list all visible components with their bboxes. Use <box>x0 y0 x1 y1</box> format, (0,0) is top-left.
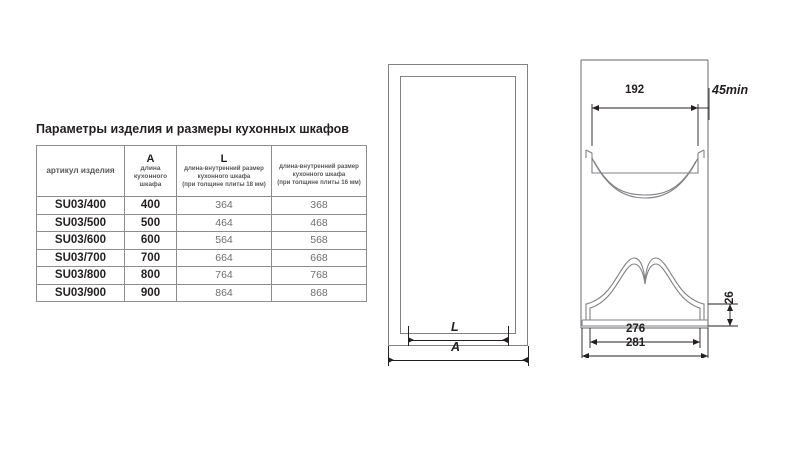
table-row <box>37 197 367 215</box>
dimension-label-l: L <box>451 320 459 334</box>
cell-l18: 364 <box>177 197 272 215</box>
table-row <box>37 284 367 302</box>
extension-tick-l-right <box>508 326 509 346</box>
table-header-l18-sub: (при толщине плиты 18 мм) <box>182 181 266 188</box>
cell-article: SU03/700 <box>37 249 125 267</box>
dimension-label-26: 26 <box>724 291 736 304</box>
table-row <box>37 267 367 285</box>
dimension-label-45min: 45min <box>712 83 749 97</box>
cell-l16: 868 <box>272 284 367 302</box>
cell-l18: 764 <box>177 267 272 285</box>
arrow-26-top <box>727 304 733 311</box>
dimension-label-192: 192 <box>625 84 645 96</box>
cell-l16: 668 <box>272 249 367 267</box>
lower-basket-profile <box>586 258 704 320</box>
cell-l18: 564 <box>177 232 272 250</box>
arrow-276-left <box>590 339 597 345</box>
specs-table-title: Параметры изделия и размеры кухонных шкафов <box>36 122 349 136</box>
arrow-281-right <box>701 353 708 358</box>
arrow-276-right <box>693 339 700 345</box>
cell-a: 500 <box>125 214 177 232</box>
table-row <box>37 232 367 250</box>
table-header-a <box>125 146 177 197</box>
table-row <box>37 214 367 232</box>
dimension-label-276: 276 <box>626 323 646 335</box>
table-header-article <box>37 146 125 197</box>
cell-article: SU03/800 <box>37 267 125 285</box>
cell-article: SU03/500 <box>37 214 125 232</box>
arrow-281-left <box>582 353 589 358</box>
cell-a: 800 <box>125 267 177 285</box>
dimension-label-281: 281 <box>626 337 646 349</box>
cell-l18: 864 <box>177 284 272 302</box>
specs-table <box>36 145 367 302</box>
upper-bracket-left-tab <box>586 150 592 153</box>
table-header-l-letter: L <box>220 153 228 166</box>
side-view-geometry <box>578 58 778 358</box>
dimension-label-a: A <box>451 340 461 354</box>
extension-tick-a-left <box>388 346 389 366</box>
cell-article: SU03/900 <box>37 284 125 302</box>
upper-frame-bracket <box>592 153 698 173</box>
upper-basket-curve-inner <box>594 161 696 195</box>
side-view-drawing <box>578 58 778 358</box>
cell-l16: 568 <box>272 232 367 250</box>
cell-l16: 468 <box>272 214 367 232</box>
extension-tick-l-left <box>408 326 409 346</box>
cell-l18: 464 <box>177 214 272 232</box>
arrow-26-bottom <box>727 319 733 326</box>
table-row <box>37 249 367 267</box>
table-header-l16 <box>272 146 367 197</box>
cell-article: SU03/400 <box>37 197 125 215</box>
cell-l16: 368 <box>272 197 367 215</box>
table-header-l16-sub: (при толщине плиты 16 мм) <box>277 178 361 186</box>
cabinet-inner-outline <box>400 76 516 334</box>
dimension-line-a <box>388 360 528 361</box>
cell-a: 700 <box>125 249 177 267</box>
table-header-a-letter: A <box>146 152 155 165</box>
extension-tick-a-right <box>528 346 529 366</box>
cell-l18: 664 <box>177 249 272 267</box>
table-header-row <box>37 146 367 197</box>
specs-table-block <box>36 122 366 302</box>
table-header-l18-main: длина-внутренний размер кухонного шкафа <box>184 165 264 181</box>
upper-basket-curve <box>592 158 698 198</box>
table-header-article-label: артикул изделия <box>46 165 115 175</box>
table-header-l18 <box>177 146 272 197</box>
upper-bracket-right-tab <box>698 150 704 153</box>
cell-a: 600 <box>125 232 177 250</box>
table-header-l16-main: длина-внутренний размер кухонного шкафа <box>279 163 359 178</box>
cell-article: SU03/600 <box>37 232 125 250</box>
arrow-192-right <box>691 105 698 111</box>
arrow-192-left <box>592 105 599 111</box>
table-header-a-sub: длина кухонного шкафа <box>133 164 168 189</box>
cell-l16: 768 <box>272 267 367 285</box>
cell-a: 400 <box>125 197 177 215</box>
cell-a: 900 <box>125 284 177 302</box>
